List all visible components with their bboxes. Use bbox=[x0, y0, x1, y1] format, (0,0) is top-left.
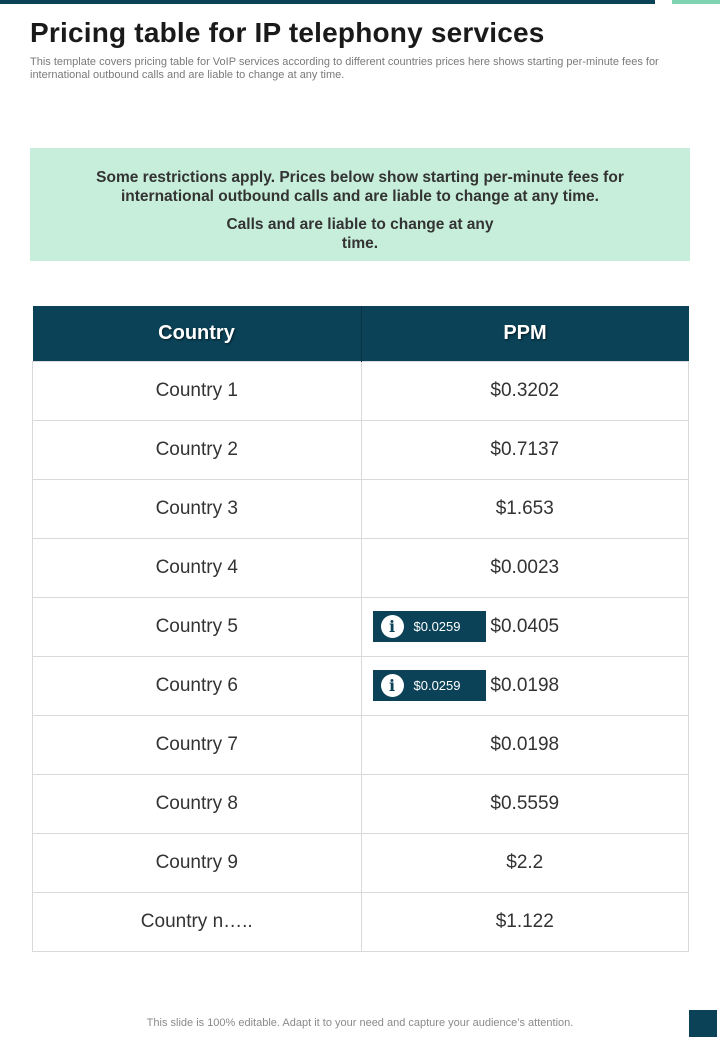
table-row bbox=[33, 598, 689, 657]
ppm-cell: $0.7137 bbox=[361, 421, 689, 480]
country-cell: Country 5 bbox=[33, 598, 362, 657]
ppm-cell: $0.5559 bbox=[361, 775, 689, 834]
table-row bbox=[33, 893, 689, 952]
price-info-badge bbox=[373, 670, 486, 701]
table-row bbox=[33, 362, 689, 421]
table-header-row bbox=[33, 306, 689, 362]
footer-note: This slide is 100% editable. Adapt it to your need and capture your audience’s attention. bbox=[146, 1017, 574, 1029]
badge-price: $0.0259 bbox=[413, 678, 461, 693]
ppm-value: $0.0198 bbox=[490, 675, 560, 696]
restrictions-notice bbox=[30, 148, 690, 261]
ppm-cell: $1.653 bbox=[361, 480, 689, 539]
ppm-cell-with-badge bbox=[361, 598, 689, 657]
ppm-cell: $0.0023 bbox=[361, 539, 689, 598]
country-cell: Country 4 bbox=[33, 539, 362, 598]
column-header-ppm: PPM bbox=[361, 306, 689, 362]
ppm-value: $0.0405 bbox=[490, 616, 560, 637]
ppm-cell: $0.3202 bbox=[361, 362, 689, 421]
table-row bbox=[33, 421, 689, 480]
country-cell: Country 3 bbox=[33, 480, 362, 539]
info-icon: i bbox=[381, 674, 404, 697]
notice-text-secondary: Calls and are liable to change at any time. bbox=[226, 216, 494, 252]
table-row bbox=[33, 775, 689, 834]
country-cell: Country 9 bbox=[33, 834, 362, 893]
info-icon: i bbox=[381, 615, 404, 638]
column-header-country: Country bbox=[33, 306, 362, 362]
country-cell: Country n….. bbox=[33, 893, 362, 952]
top-accent-bar-green bbox=[672, 0, 720, 4]
badge-price: $0.0259 bbox=[413, 619, 461, 634]
top-accent-bar bbox=[0, 0, 655, 4]
ppm-cell: $2.2 bbox=[361, 834, 689, 893]
page-subtitle: This template covers pricing table for VoIP services according to different countries prices here shows starting per-minute fees for international outbound calls and are liable to change at any time. bbox=[30, 56, 659, 81]
country-cell: Country 2 bbox=[33, 421, 362, 480]
country-cell: Country 6 bbox=[33, 657, 362, 716]
price-info-badge bbox=[373, 611, 486, 642]
table-row bbox=[33, 539, 689, 598]
corner-accent-square bbox=[689, 1010, 717, 1037]
ppm-cell: $0.0198 bbox=[361, 716, 689, 775]
table-row bbox=[33, 480, 689, 539]
ppm-cell: $1.122 bbox=[361, 893, 689, 952]
country-cell: Country 8 bbox=[33, 775, 362, 834]
table-row bbox=[33, 657, 689, 716]
country-cell: Country 7 bbox=[33, 716, 362, 775]
table-row bbox=[33, 834, 689, 893]
notice-text-primary: Some restrictions apply. Prices below show starting per-minute fees for international outbound calls and are liable to change at any time. bbox=[96, 169, 624, 205]
pricing-table bbox=[32, 306, 689, 952]
country-cell: Country 1 bbox=[33, 362, 362, 421]
page-title: Pricing table for IP telephony services bbox=[30, 17, 545, 48]
table-row bbox=[33, 716, 689, 775]
ppm-cell-with-badge bbox=[361, 657, 689, 716]
